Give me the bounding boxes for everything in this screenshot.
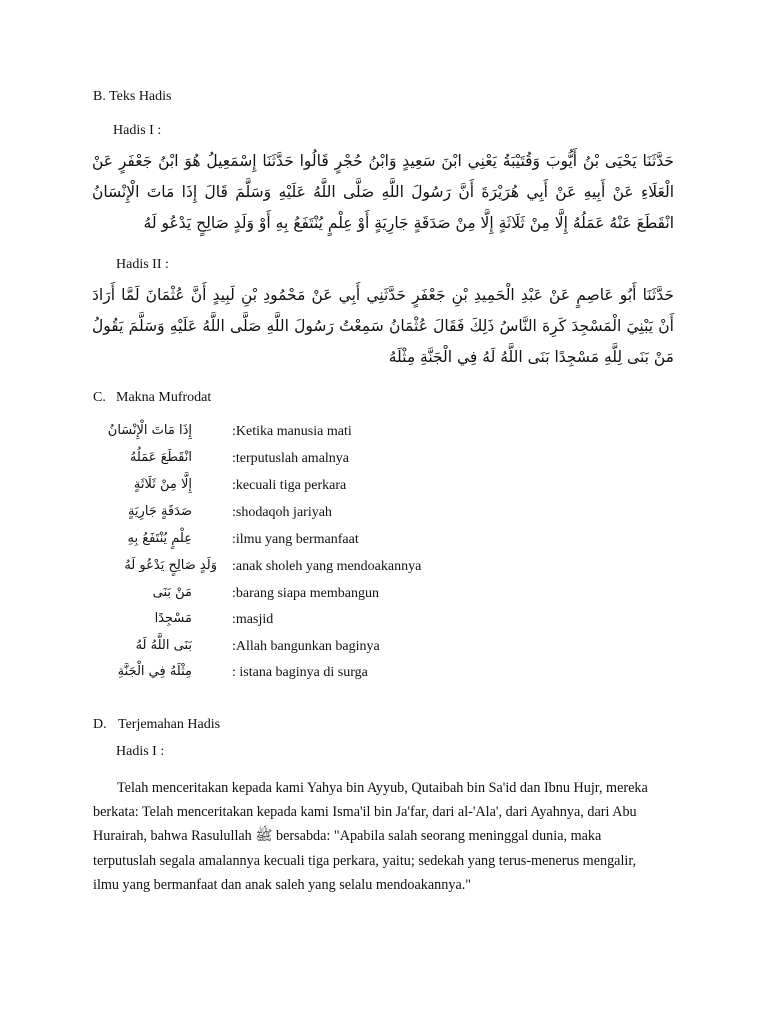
section-c-heading: Makna Mufrodat: [116, 390, 212, 405]
mufrodat-arabic: وَلَدٍ صَالِحٍ يَدْعُو لَهُ: [124, 558, 217, 573]
mufrodat-meaning: :Allah bangunkan baginya: [232, 639, 380, 654]
mufrodat-meaning: :terputuslah amalnya: [232, 451, 350, 466]
mufrodat-meaning: :ilmu yang bermanfaat: [232, 532, 359, 547]
mufrodat-meaning: :shodaqoh jariyah: [232, 505, 332, 520]
mufrodat-arabic: صَدَقَةٍ جَارِيَةٍ: [127, 504, 192, 519]
mufrodat-arabic: عِلْمٍ يُنْتَفَعُ بِهِ: [127, 531, 192, 546]
mufrodat-meaning: :barang siapa membangun: [232, 586, 379, 601]
section-d-letter: D.: [93, 717, 107, 732]
section-d-heading: Terjemahan Hadis: [118, 717, 221, 732]
mufrodat-meaning: : istana baginya di surga: [232, 665, 368, 680]
mufrodat-arabic: مِثْلَهُ فِي الْجَنَّةِ: [117, 664, 192, 679]
section-b-heading: B. Teks Hadis: [93, 89, 172, 104]
mufrodat-arabic: إِلَّا مِنْ ثَلَاثَةٍ: [133, 477, 192, 492]
mufrodat-arabic: انْقَطَعَ عَمَلُهُ: [129, 450, 192, 465]
hadis-2-label: Hadis II :: [116, 257, 169, 272]
hadis-2-arabic-text: حَدَّثَنَا أَبُو عَاصِمٍ عَنْ عَبْدِ الْحَمِيدِ بْنِ جَعْفَرٍ حَدَّثَنِي أَبِي عَنْ مَحْمُودِ بْنِ لَبِيدٍ أَنَّ عُثْمَانَ لَمَّا أَرَادَ أَنْ يَبْنِيَ الْمَسْجِدَ كَرِهَ النَّاسُ ذَلِكَ فَقَالَ عُثْمَانُ سَمِعْتُ رَسُولَ اللَّهِ صَلَّى اللَّهُ عَلَيْهِ وَسَلَّمَ يَقُولُ مَنْ بَنَى لِلَّهِ مَسْجِدًا بَنَى اللَّهُ لَهُ فِي الْجَنَّةِ مِثْلَهُ: [92, 286, 674, 366]
hadis-1-label: Hadis I :: [113, 123, 162, 138]
hadis-1-arabic-text: حَدَّثَنَا يَحْيَى بْنُ أَيُّوبَ وَقُتَيْبَةُ يَعْنِي ابْنَ سَعِيدٍ وَابْنُ حُجْرٍ قَالُوا حَدَّثَنَا إِسْمَعِيلُ هُوَ ابْنُ جَعْفَرٍ عَنْ الْعَلَاءِ عَنْ أَبِيهِ عَنْ أَبِي هُرَيْرَةَ أَنَّ رَسُولَ اللَّهِ صَلَّى اللَّهُ عَلَيْهِ وَسَلَّمَ قَالَ إِذَا مَاتَ الْإِنْسَانُ انْقَطَعَ عَنْهُ عَمَلُهُ إِلَّا مِنْ ثَلَاثَةٍ إِلَّا مِنْ صَدَقَةٍ جَارِيَةٍ أَوْ عِلْمٍ يُنْتَفَعُ بِهِ أَوْ وَلَدٍ صَالِحٍ يَدْعُو لَهُ: [92, 152, 674, 232]
mufrodat-arabic: مَسْجِدًا: [154, 611, 192, 626]
mufrodat-meaning: :anak sholeh yang mendoakannya: [232, 559, 422, 574]
mufrodat-meaning: :Ketika manusia mati: [232, 424, 352, 439]
terjemahan-hadis-1-label: Hadis I :: [116, 744, 165, 759]
mufrodat-arabic: مَنْ بَنَى: [152, 585, 192, 600]
section-c-letter: C.: [93, 390, 106, 405]
mufrodat-meaning: :masjid: [232, 612, 274, 627]
mufrodat-meaning: :kecuali tiga perkara: [232, 478, 347, 493]
mufrodat-arabic: إِذَا مَاتَ الْإِنْسَانُ: [107, 423, 192, 438]
mufrodat-arabic: بَنَى اللَّهُ لَهُ: [135, 638, 192, 653]
terjemahan-paragraph: Telah menceritakan kepada kami Yahya bin Ayyub, Qutaibah bin Sa'id dan Ibnu Hujr, mereka berkata: Telah menceritakan kepada kami Isma'il bin Ja'far, dari al-'Ala', dari Ayahnya, dari Abu Hurairah, bahwa Rasulullah ﷺ bersabda: "Apabila salah seorang meninggal dunia, maka terputuslah segala amalannya kecuali tiga perkara, yaitu; sedekah yang terus-menerus mengalir, ilmu yang bermanfaat dan anak saleh yang selalu mendoakannya.": [93, 780, 648, 893]
